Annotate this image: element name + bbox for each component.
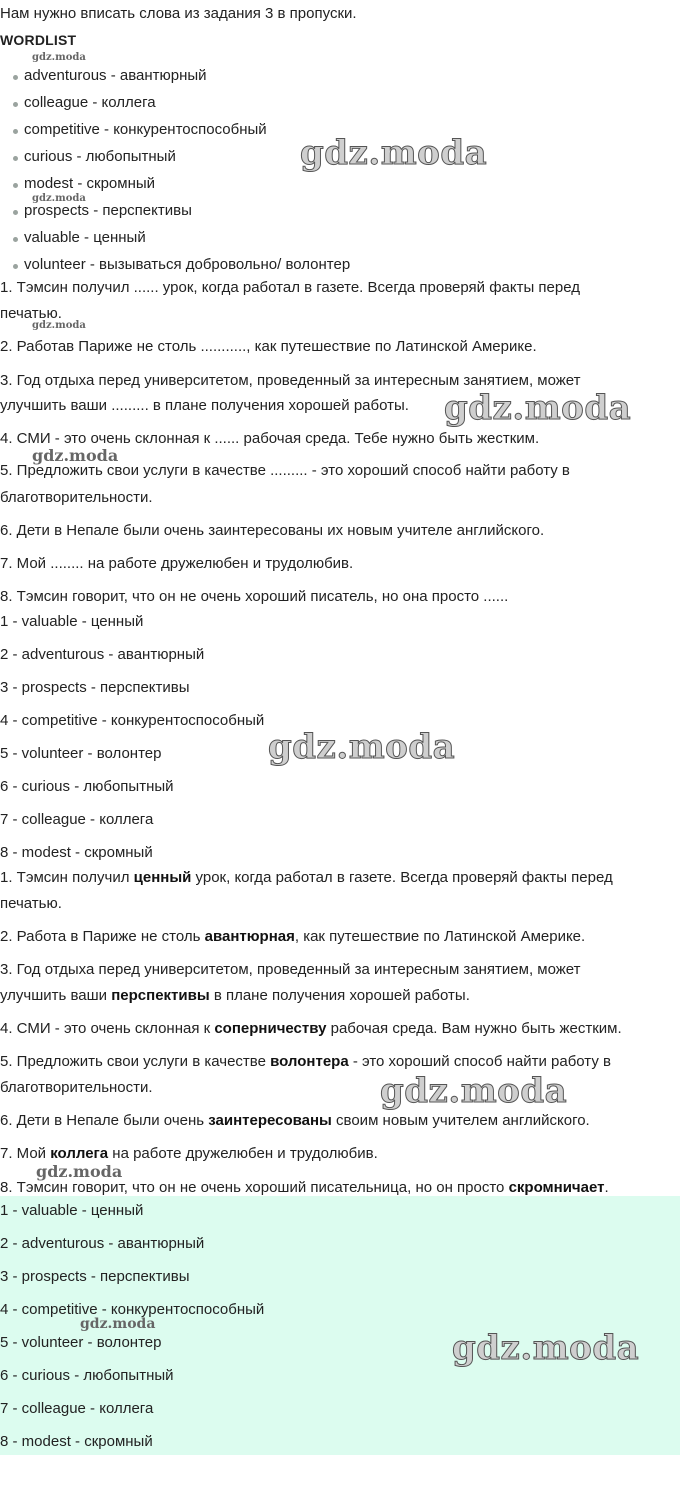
answer-item: 2 - adventurous - авантюрный: [0, 646, 205, 663]
watermark: gdz.moda: [32, 320, 86, 331]
answer-item: 6 - curious - любопытный: [0, 778, 174, 795]
bullet-icon: [13, 129, 18, 134]
answer-item: 7 - colleague - коллега: [0, 1400, 154, 1417]
answer-word: заинтересованы: [208, 1112, 332, 1129]
filled-sentence-3-cont: улучшить ваши перспективы в плане получения хорошей работы.: [0, 987, 470, 1004]
watermark: gdz.moda: [452, 1328, 640, 1368]
bullet-icon: [13, 156, 18, 161]
answer-word: соперничеству: [214, 1020, 327, 1037]
list-item: modest - скромный: [24, 175, 156, 192]
filled-sentence-3: 3. Год отдыха перед университетом, проведенный за интересным занятием, может: [0, 961, 581, 978]
watermark: gdz.moda: [32, 446, 119, 465]
list-item: volunteer - вызываться добровольно/ волонтер: [24, 256, 351, 273]
filled-sentence-7: 7. Мой коллега на работе дружелюбен и трудолюбив.: [0, 1145, 378, 1162]
bullet-icon: [13, 210, 18, 215]
task-sentence-5: 5. Предложить свои услуги в качестве ......... - это хороший способ найти работу в: [0, 462, 570, 479]
filled-sentence-5: 5. Предложить свои услуги в качестве волонтера - это хороший способ найти работу в: [0, 1053, 611, 1070]
filled-sentence-1: 1. Тэмсин получил ценный урок, когда работал в газете. Всегда проверяй факты перед: [0, 869, 613, 886]
watermark: gdz.moda: [444, 388, 632, 428]
list-item: valuable - ценный: [24, 229, 146, 246]
filled-sentence-6: 6. Дети в Непале были очень заинтересованы своим новым учителем английского.: [0, 1112, 590, 1129]
wordlist-heading: WORDLIST: [0, 32, 77, 48]
filled-sentence-2: 2. Работа в Париже не столь авантюрная, как путешествие по Латинской Америке.: [0, 928, 586, 945]
watermark: gdz.moda: [32, 52, 86, 63]
intro-text: Нам нужно вписать слова из задания 3 в пропуски.: [0, 5, 357, 22]
list-item: curious - любопытный: [24, 148, 176, 165]
watermark: gdz.moda: [80, 1316, 156, 1332]
answer-item: 3 - prospects - перспективы: [0, 1268, 190, 1285]
task-sentence-1-cont: печатью.: [0, 305, 62, 322]
list-item: prospects - перспективы: [24, 202, 192, 219]
answer-item: 1 - valuable - ценный: [0, 613, 144, 630]
answer-item: 3 - prospects - перспективы: [0, 679, 190, 696]
bullet-icon: [13, 237, 18, 242]
watermark: gdz.moda: [36, 1162, 123, 1181]
task-sentence-4: 4. СМИ - это очень склонная к ...... рабочая среда. Тебе нужно быть жестким.: [0, 430, 540, 447]
task-sentence-3-cont: улучшить ваши ......... в плане получения хорошей работы.: [0, 397, 409, 414]
task-sentence-5-cont: благотворительности.: [0, 489, 153, 506]
filled-sentence-5-cont: благотворительности.: [0, 1079, 153, 1096]
task-sentence-8: 8. Тэмсин говорит, что он не очень хороший писатель, но она просто ......: [0, 588, 509, 605]
answer-item: 4 - competitive - конкурентоспособный: [0, 712, 265, 729]
task-sentence-7: 7. Мой ........ на работе дружелюбен и трудолюбив.: [0, 555, 354, 572]
answer-word: перспективы: [111, 987, 210, 1004]
answer-item: 7 - colleague - коллега: [0, 811, 154, 828]
answer-item: 5 - volunteer - волонтер: [0, 745, 162, 762]
list-item: colleague - коллега: [24, 94, 156, 111]
task-sentence-1: 1. Тэмсин получил ...... урок, когда работал в газете. Всегда проверяй факты перед: [0, 279, 580, 296]
watermark: gdz.moda: [268, 727, 456, 767]
bullet-icon: [13, 102, 18, 107]
bullet-icon: [13, 75, 18, 80]
filled-sentence-1-cont: печатью.: [0, 895, 62, 912]
answer-word: скромничает: [508, 1179, 605, 1196]
answer-item: 8 - modest - скромный: [0, 844, 153, 861]
answer-item: 5 - volunteer - волонтер: [0, 1334, 162, 1351]
task-sentence-3: 3. Год отдыха перед университетом, проведенный за интересным занятием, может: [0, 372, 581, 389]
answer-word: ценный: [133, 869, 192, 886]
task-sentence-6: 6. Дети в Непале были очень заинтересованы их новым учителе английского.: [0, 522, 545, 539]
task-sentence-2: 2. Работав Париже не столь ..........., как путешествие по Латинской Америке.: [0, 338, 537, 355]
answer-item: 8 - modest - скромный: [0, 1433, 153, 1450]
answer-word: коллега: [50, 1145, 109, 1162]
list-item: adventurous - авантюрный: [24, 67, 207, 84]
filled-sentence-8: 8. Тэмсин говорит, что он не очень хороший писательница, но он просто скромничает.: [0, 1179, 609, 1196]
answer-item: 4 - competitive - конкурентоспособный: [0, 1301, 265, 1318]
answer-item: 2 - adventurous - авантюрный: [0, 1235, 205, 1252]
bullet-icon: [13, 183, 18, 188]
answer-word: авантюрная: [204, 928, 295, 945]
answer-word: волонтера: [270, 1053, 349, 1070]
list-item: competitive - конкурентоспособный: [24, 121, 267, 138]
bullet-icon: [13, 264, 18, 269]
watermark: gdz.moda: [380, 1071, 568, 1111]
watermark: gdz.moda: [300, 133, 488, 173]
answer-item: 6 - curious - любопытный: [0, 1367, 174, 1384]
filled-sentence-4: 4. СМИ - это очень склонная к соперничеству рабочая среда. Вам нужно быть жестким.: [0, 1020, 622, 1037]
answer-item: 1 - valuable - ценный: [0, 1202, 144, 1219]
watermark: gdz.moda: [32, 193, 86, 204]
